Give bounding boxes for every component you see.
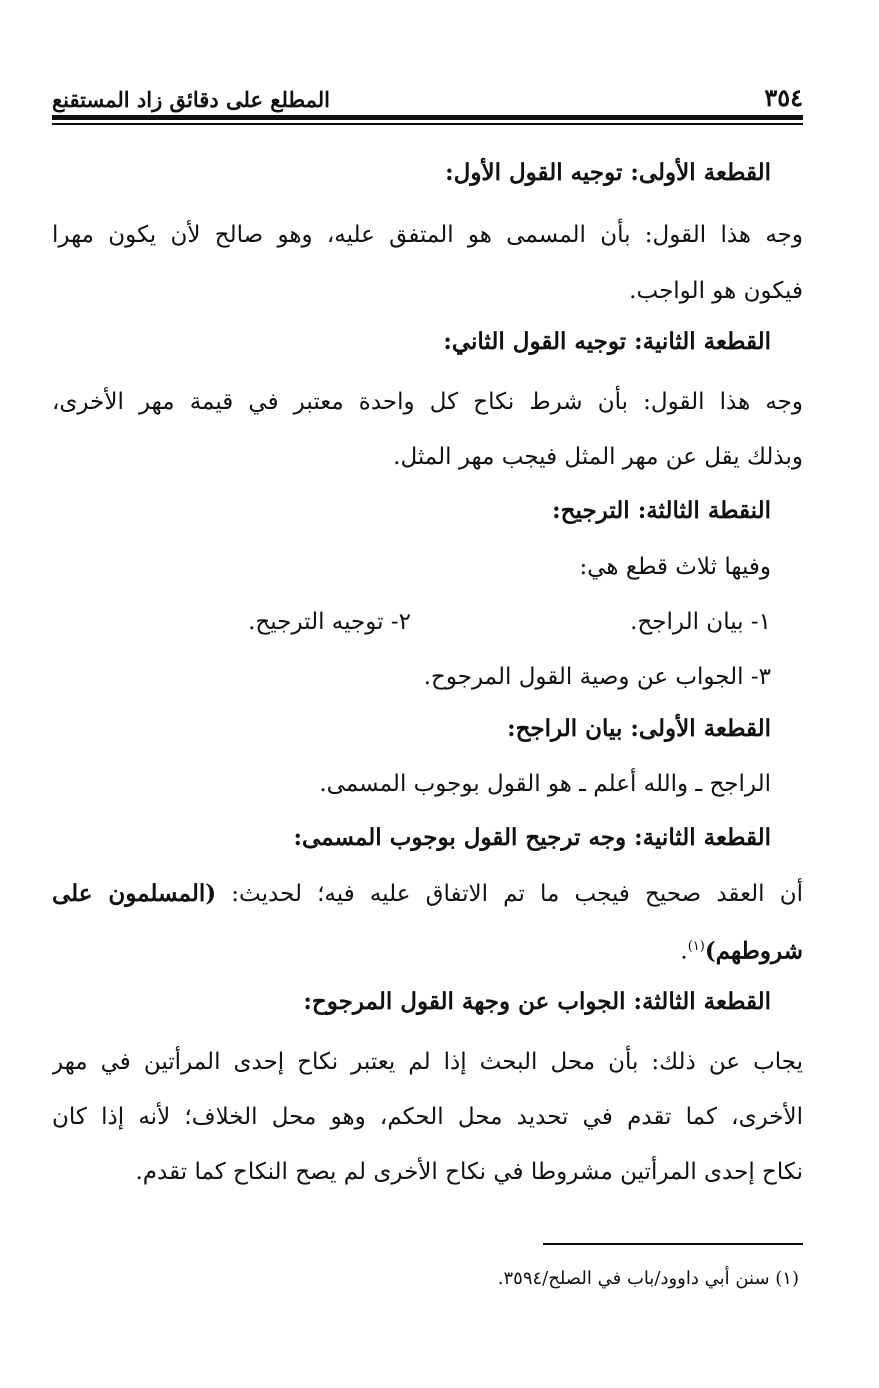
paragraph-line: وبذلك يقل عن مهر المثل فيجب مهر المثل. <box>393 444 803 470</box>
paragraph-text: أن العقد صحيح فيجب ما تم الاتفاق عليه فيه؛ لحديث: <box>216 881 803 907</box>
paragraph-text: . <box>680 938 688 965</box>
paragraph-line <box>52 877 803 911</box>
section-heading: القطعة الثانية: توجيه القول الثاني: <box>443 328 771 355</box>
running-title: المطلع على دقائق زاد المستقنع <box>52 87 331 112</box>
paragraph-line: وجه هذا القول: بأن شرط نكاح كل واحدة معتبر في قيمة مهر الأخرى، <box>52 389 803 415</box>
section-heading: القطعة الثالثة: الجواب عن وجهة القول المرجوح: <box>303 988 771 1015</box>
paragraph-line: وفيها ثلاث قطع هي: <box>579 554 771 580</box>
section-heading: القطعة الثانية: وجه ترجيح القول بوجوب المسمى: <box>293 824 771 851</box>
section-heading: النقطة الثالثة: الترجيح: <box>552 497 771 524</box>
header-rule-thin <box>52 123 803 125</box>
footnote-separator <box>543 1243 803 1245</box>
hadith-quote: (المسلمون على <box>52 880 217 907</box>
hadith-quote: شروطهم) <box>704 937 803 965</box>
section-heading: القطعة الأولى: توجيه القول الأول: <box>445 159 771 186</box>
header-rule-thick <box>52 115 803 120</box>
paragraph-line <box>52 930 803 969</box>
footnote-reference[interactable]: (١) <box>687 939 705 954</box>
paragraph-line: وجه هذا القول: بأن المسمى هو المتفق عليه، وهو صالح لأن يكون مهرا <box>52 222 803 248</box>
paragraph-line: فيكون هو الواجب. <box>629 278 803 304</box>
list-item: ٢- توجيه الترجيح. <box>248 609 411 635</box>
page-header <box>52 76 803 112</box>
paragraph-line: الأخرى، كما تقدم في تحديد محل الحكم، وهو محل الخلاف؛ لأنه إذا كان <box>52 1104 803 1130</box>
paragraph-line: الراجح ـ والله أعلم ـ هو القول بوجوب المسمى. <box>319 771 771 797</box>
list-item: ٣- الجواب عن وصية القول المرجوح. <box>423 664 771 690</box>
footnote: (١) سنن أبي داوود/باب في الصلح/٣٥٩٤. <box>497 1268 799 1289</box>
section-heading: القطعة الأولى: بيان الراجح: <box>507 715 771 742</box>
list-item: ١- بيان الراجح. <box>630 609 771 635</box>
paragraph-line: يجاب عن ذلك: بأن محل البحث إذا لم يعتبر نكاح إحدى المرأتين في مهر <box>52 1049 803 1075</box>
page-number: ٣٥٤ <box>764 83 803 112</box>
paragraph-line: نكاح إحدى المرأتين مشروطا في نكاح الأخرى لم يصح النكاح كما تقدم. <box>135 1159 803 1185</box>
